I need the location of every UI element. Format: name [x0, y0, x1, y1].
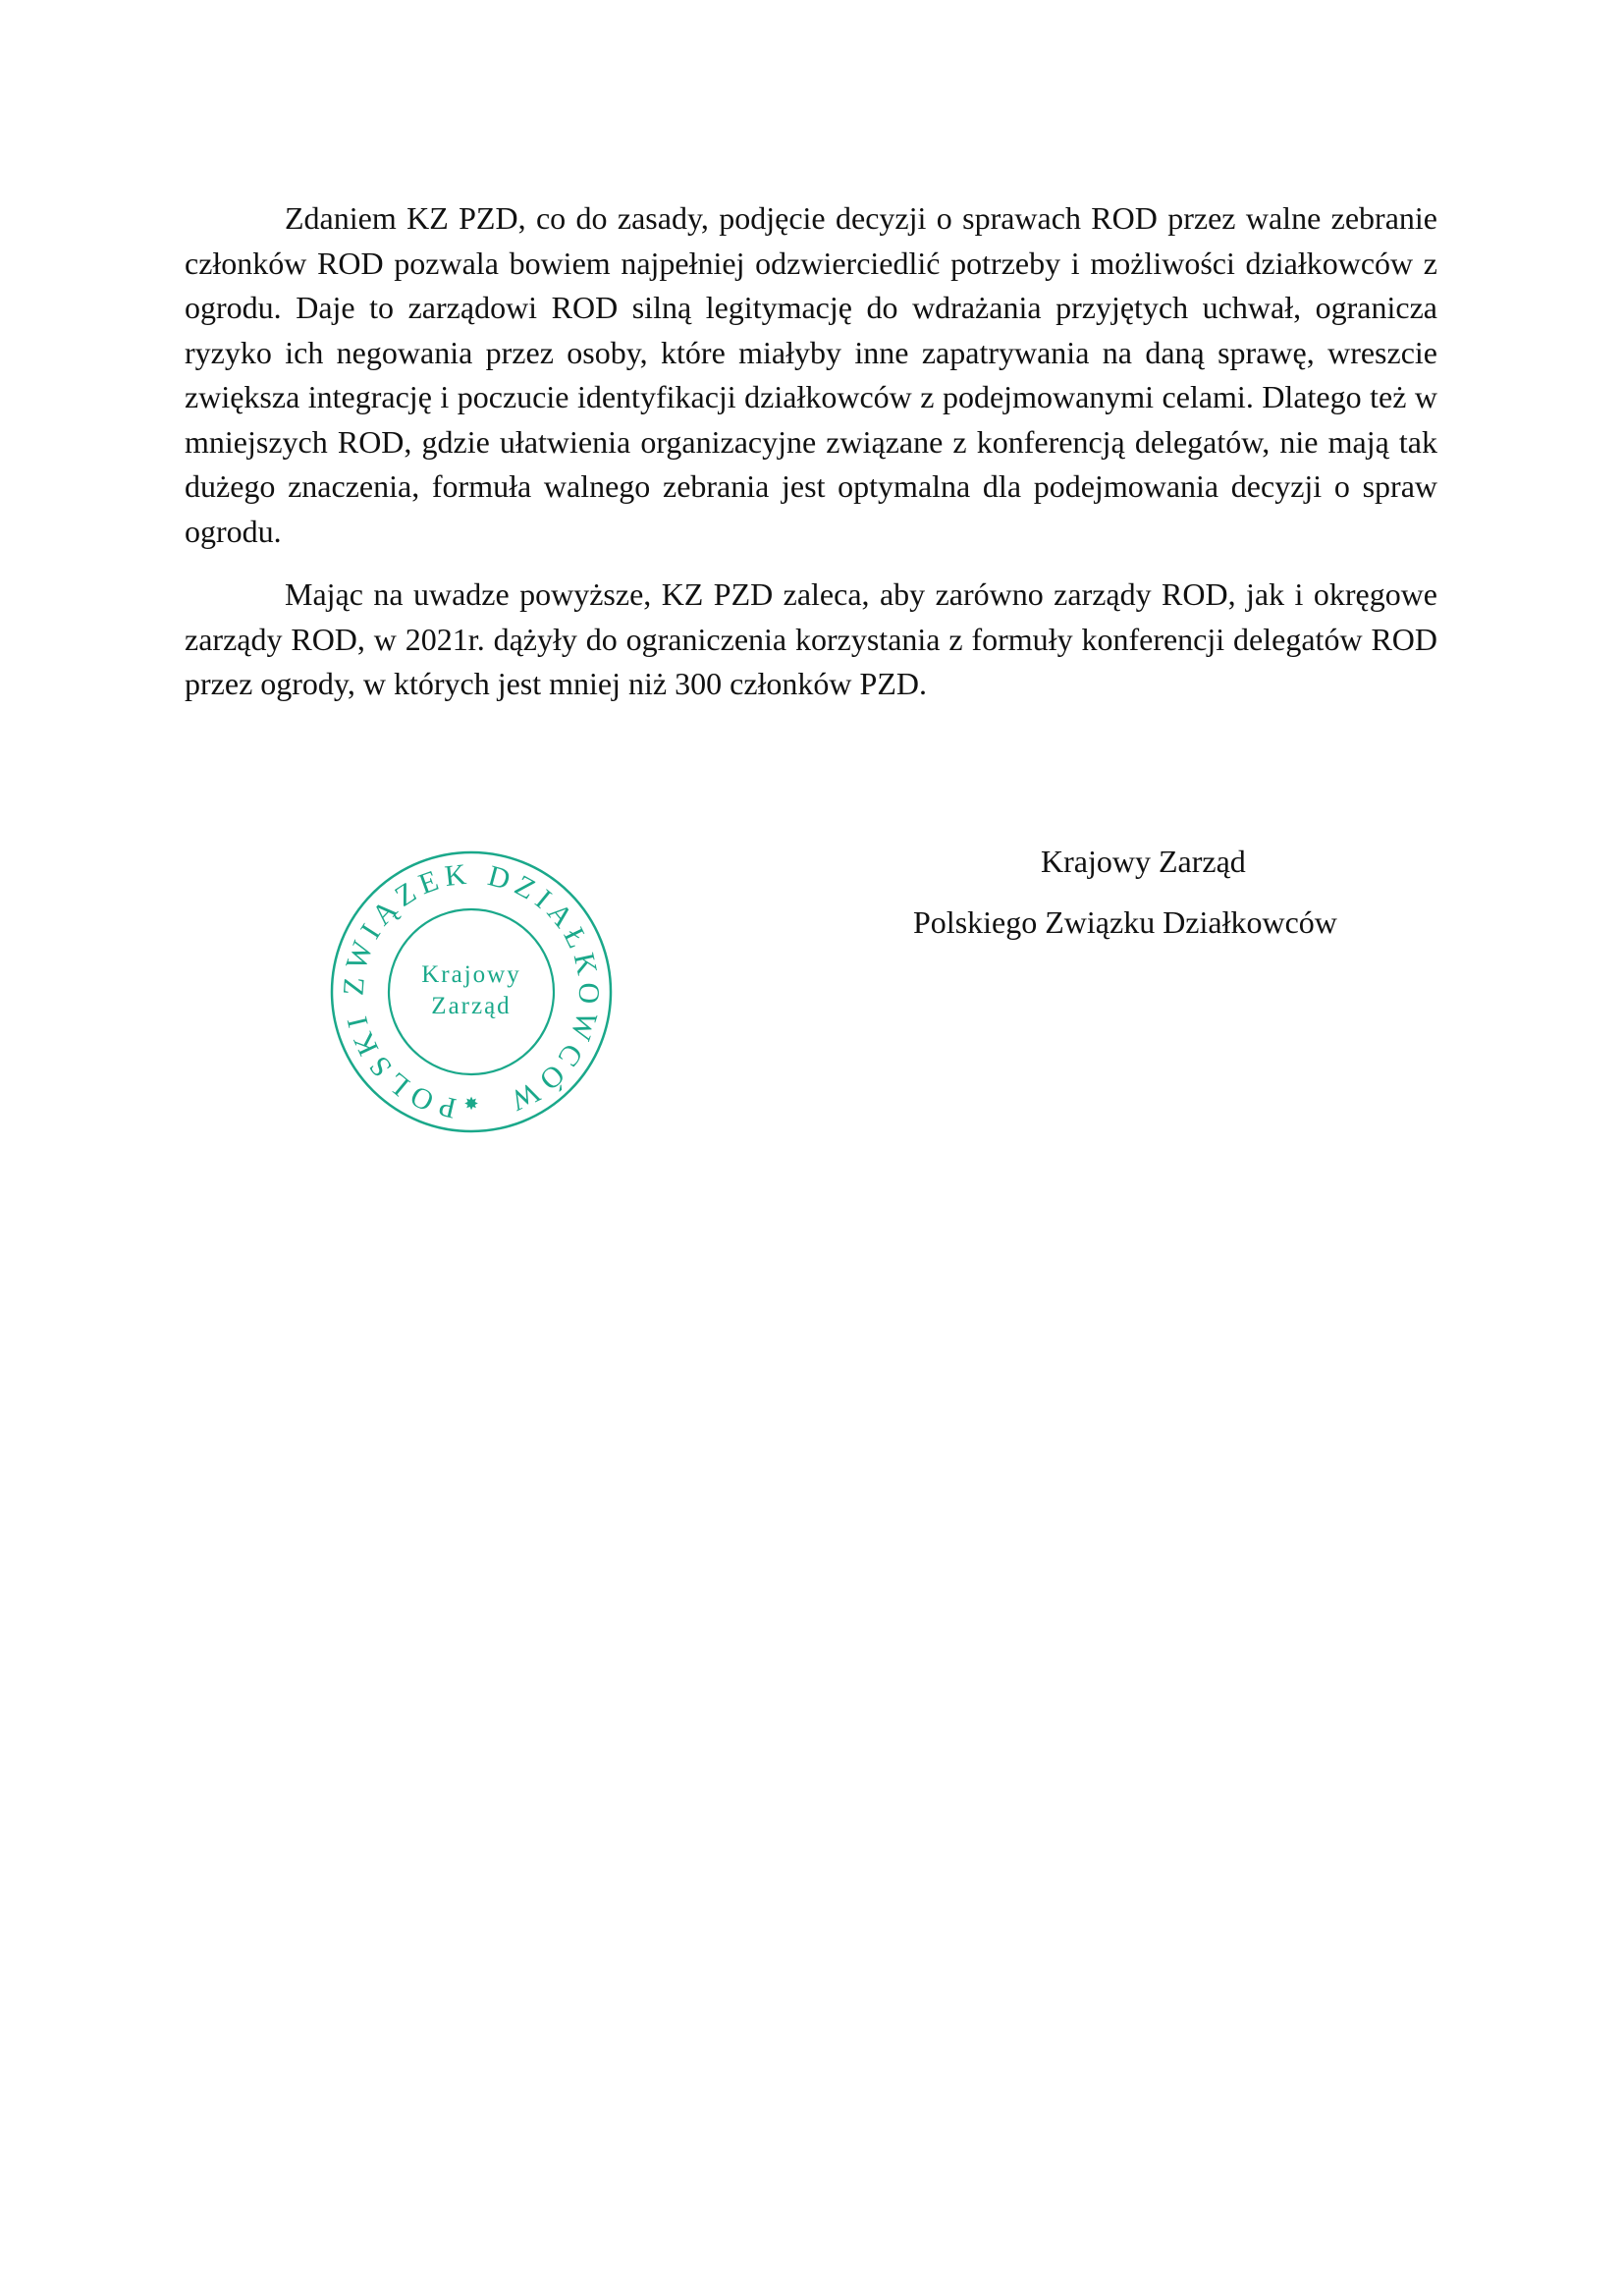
signature-line-1: Krajowy Zarząd [1041, 844, 1246, 879]
stamp-ring-text: POLSKI ZWIĄZEK DZIAŁKOWCÓW [337, 857, 606, 1125]
paragraph-1: Zdaniem KZ PZD, co do zasady, podjęcie decyzji o sprawach ROD przez walne zebranie członków ROD pozwala bowiem najpełniej odzwierciedlić potrzeby i możliwości działkowców z ogrodu. Daje to zarządowi ROD silną legitymację do wdrażania przyjętych uchwał, ogranicza ryzyko ich negowania przez osoby, które miałyby inne zapatrywania na daną sprawę, wreszcie zwiększa integrację i poczucie identyfikacji działkowców z podejmowanymi celami. Dlatego też w mniejszych ROD, gdzie ułatwienia organizacyjne związane z konferencją delegatów, nie mają tak dużego znaczenia, formuła walnego zebrania jest optymalna dla podejmowania decyzji o spraw ogrodu. [185, 200, 1437, 549]
signature-line-2: Polskiego Związku Działkowców [913, 904, 1337, 940]
stamp-star-icon: ✸ [463, 1094, 479, 1115]
stamp-center-line-1: Krajowy [421, 961, 521, 988]
stamp-outer-ring [332, 852, 611, 1131]
body-text [185, 196, 1437, 726]
official-stamp [324, 845, 619, 1139]
paragraph-2: Mając na uwadze powyższe, KZ PZD zaleca, aby zarówno zarządy ROD, jak i okręgowe zarządy ROD, w 2021r. dążyły do ograniczenia korzystania z formuły konferencji delegatów ROD przez ogrody, w których jest mniej niż 300 członków PZD. [185, 576, 1437, 701]
stamp-inner-ring [389, 909, 554, 1074]
signature-block [864, 831, 1473, 953]
stamp-center-line-2: Zarząd [431, 993, 512, 1019]
